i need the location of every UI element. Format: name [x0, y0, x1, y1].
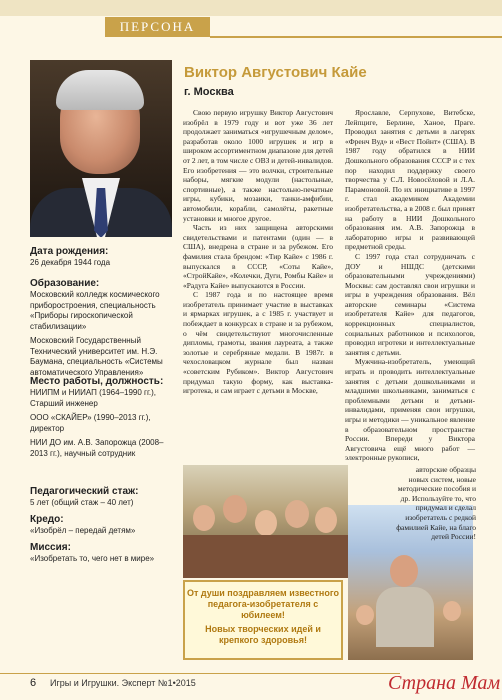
article-column-2 — [345, 108, 475, 463]
article-column-2-end — [396, 465, 476, 542]
mission-value: «Изобретать то, чего нет в мире» — [30, 554, 155, 563]
credo-heading: Кредо: — [30, 514, 64, 525]
congratulations-line-1: От души поздравляем известного педагога-изобретателя с юбилеем! — [187, 588, 339, 620]
mission-heading: Миссия: — [30, 542, 71, 553]
work-2: ООО «СКАЙЕР» (1990–2013 гг.), директор — [30, 413, 151, 433]
person-city: г. Москва — [184, 86, 234, 98]
portrait-photo — [30, 60, 172, 237]
education-1: Московский колледж космического приборостроения, специальность «Приборы гироскопической стабилизации» — [30, 290, 160, 331]
education-2: Московский Государственный Технический университет им. Н.Э. Баумана, специальность «Системы автоматического Управления» — [30, 336, 163, 377]
col1-para-1: Свою первую игрушку Виктор Августович изобрёл в 1979 году и вот уже 36 лет продолжает заниматься «игрушечным делом», разработав около 1000 игрушек и игр в широком ассортиментном диапазоне для детей от 2 лет, в том числе с ОВЗ и детей-инвалидов. Его изобретения — это волчки, строительные наборы, мягкие модули (настольные, спортивные), а также настольно-печатные игры, кубики, мозаики, танки-амфибии, автомобили, корабли, самолёты, ракетные установки и многое другое. — [183, 108, 334, 223]
page-number: 6 — [30, 677, 37, 689]
col2-para-2: С 1997 года стал сотрудничать с ДОУ и НШДС (детскими образовательными учреждениями) Москвы: сам доставлял свои игрушки и игры в учреждения образования. Вёл авторские семинары «Система изобретателя Кайе» для педагогов, коррекционных специалистов, социальных работников и психологов, проводил игротеки и интеллектуальные занятия с детьми. — [345, 251, 475, 357]
education-heading: Образование: — [30, 278, 100, 289]
birth-value: 26 декабря 1944 года — [30, 258, 111, 267]
congratulations-box — [183, 580, 343, 660]
work-3: НИИ ДО им. А.В. Запорожца (2008–2013 гг.), научный сотрудник — [30, 438, 164, 458]
section-rule — [210, 36, 502, 38]
person-name: Виктор Августович Кайе — [184, 64, 367, 81]
congratulations-line-2: Новых творческих идей и крепкого здоровья! — [205, 624, 321, 645]
magazine-title: Игры и Игрушки. Эксперт №1•2015 — [50, 678, 196, 688]
birth-heading: Дата рождения: — [30, 246, 109, 257]
work-heading: Место работы, должность: — [30, 376, 164, 387]
col1-para-3: С 1987 года и по настоящее время изобретатель принимает участие в выставках и ярмарках игрушек, а с 1985 г. участвует и побеждает в конкурсах в стране и за рубежом, о чём свидетельствуют многочисленные дипломы, грамоты, звания лауреата, а также золотые и серебряные медали. В 1987г. в чехословацком журнале был назван «советским Рубиком». Виктор Августович придумал такую форму, как выставка-игротека, и сам играет с детьми в Москве, — [183, 290, 333, 396]
children-group-photo — [183, 465, 348, 578]
work-1: НИИПМ и НИИАП (1964–1990 гг.), Старший инженер — [30, 388, 156, 408]
watermark-logo: Страна Мам — [388, 672, 501, 694]
col2-para-3: Мужчина-изобретатель, умеющий играть и проводить интеллектуальные занятия с детьми дошкольниками и младшими школьниками, заниматься с проблемными детьми и детьми-инвалидами, применяя свои игрушки, игры и методики — уникальное явление в образовательном пространстве России. Впереди у Виктора Августовича ещё много работ — электронные рукописи, — [345, 357, 475, 463]
col1-para-2: Часть из них защищена авторскими свидетельствами и патентами (один — в США), внедрена в стране и за рубежом. Его фамилия стала брендом: «Тир Кайе» с 1986 г. выпускался в СССР, «Соты Кайе», «СтройКайе», «Колечки, Дуги, Ромбы Кайе» и «Радуга Кайе» выпускаются в России. — [183, 223, 333, 290]
col2-para-4: авторские образцы новых систем, новые методические пособия и др. Используйте то, что придумал и сделал изобретатель с редкой фамилией Кайе, на благо детей России! — [396, 465, 476, 542]
article-column-1 — [183, 108, 333, 396]
credo-value: «Изобрёл – передай детям» — [30, 526, 136, 535]
section-tab: ПЕРСОНА — [105, 17, 210, 37]
col2-para-1: Ярославле, Серпухове, Витебске, Лейпциге, Берлине, Ханое, Праге. Проводил занятия с детьми в лагерях «Френч Вуд» и «Вест Пойнт» (США). В 1987 году обратился в НИИ Дошкольного образования СССР и с тех пор находил поддержку своего творчества у С.Л. Новосёловой и Л.А. Парамоновой. По их инициативе в 1997 г. стал академиком Академии изобретательства, а в 2008 г. был принят на работу в НИИ Дошкольного образования им. А.В. Запорожца в лабораторию игры и развивающей предметной среды. — [345, 108, 475, 252]
top-band — [0, 0, 502, 16]
pedagogy-heading: Педагогический стаж: — [30, 486, 139, 497]
pedagogy-value: 5 лет (общий стаж – 40 лет) — [30, 498, 134, 507]
